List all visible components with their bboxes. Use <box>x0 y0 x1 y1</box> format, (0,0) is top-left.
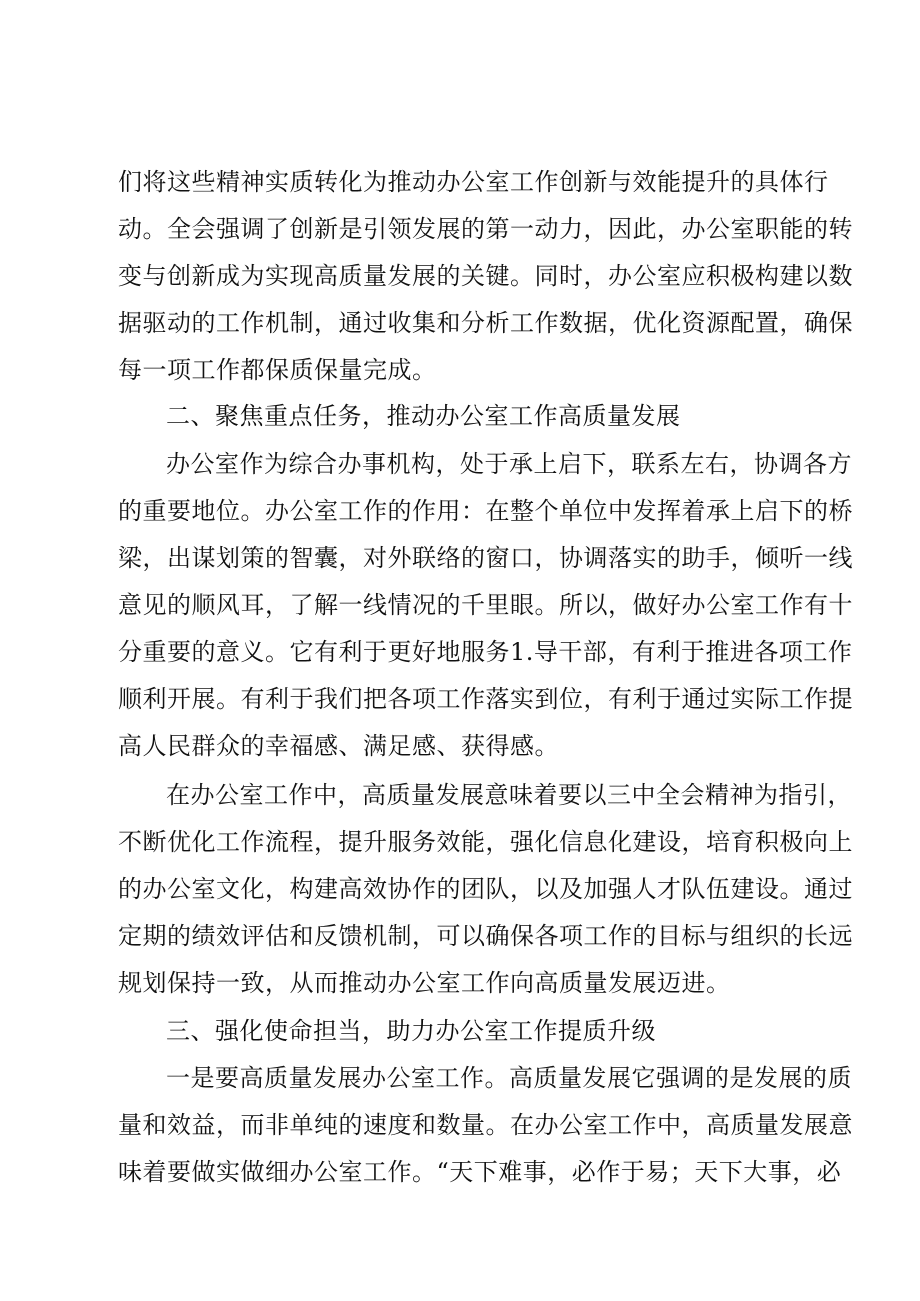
paragraph-line: 分重要的意义。它有利于更好地服务1.导干部，有利于推进各项工作 <box>118 638 853 666</box>
paragraph-line: 的办公室文化，构建高效协作的团队，以及加强人才队伍建设。通过 <box>118 875 853 903</box>
paragraph-line: 据驱动的工作机制，通过收集和分析工作数据，优化资源配置，确保 <box>118 309 853 337</box>
paragraph-line: 梁，出谋划策的智囊，对外联络的窗口，协调落实的助手，倾听一线 <box>118 544 853 572</box>
paragraph-line: 量和效益，而非单纯的速度和数量。在办公室工作中，高质量发展意 <box>118 1111 853 1139</box>
paragraph-line: 高人民群众的幸福感、满足感、获得感。 <box>118 732 559 760</box>
paragraph-line: 顺利开展。有利于我们把各项工作落实到位，有利于通过实际工作提 <box>118 685 853 713</box>
paragraph-line: 变与创新成为实现高质量发展的关键。同时，办公室应积极构建以数 <box>118 262 853 290</box>
section-heading-2: 二、聚焦重点任务，推动办公室工作高质量发展 <box>166 402 681 430</box>
paragraph-line: 定期的绩效评估和反馈机制，可以确保各项工作的目标与组织的长远 <box>118 922 853 950</box>
paragraph-line: 的重要地位。办公室工作的作用：在整个单位中发挥着承上启下的桥 <box>118 497 853 525</box>
paragraph-line: 味着要做实做细办公室工作。“天下难事，必作于易；天下大事，必 <box>118 1158 842 1186</box>
paragraph-line: 不断优化工作流程，提升服务效能，强化信息化建设，培育积极向上 <box>118 828 853 856</box>
paragraph-line: 们将这些精神实质转化为推动办公室工作创新与效能提升的具体行 <box>118 168 829 196</box>
paragraph-line: 意见的顺风耳，了解一线情况的千里眼。所以，做好办公室工作有十 <box>118 591 853 619</box>
paragraph-line: 动。全会强调了创新是引领发展的第一动力，因此，办公室职能的转 <box>118 215 853 243</box>
paragraph-line: 规划保持一致，从而推动办公室工作向高质量发展迈进。 <box>118 969 731 997</box>
paragraph-line: 办公室作为综合办事机构，处于承上启下，联系左右，协调各方 <box>166 450 852 478</box>
paragraph-line: 在办公室工作中，高质量发展意味着要以三中全会精神为指引， <box>166 781 852 809</box>
paragraph-line: 一是要高质量发展办公室工作。高质量发展它强调的是发展的质 <box>166 1064 852 1092</box>
section-heading-3: 三、强化使命担当，助力办公室工作提质升级 <box>166 1017 656 1045</box>
paragraph-line: 每一项工作都保质保量完成。 <box>118 356 437 384</box>
